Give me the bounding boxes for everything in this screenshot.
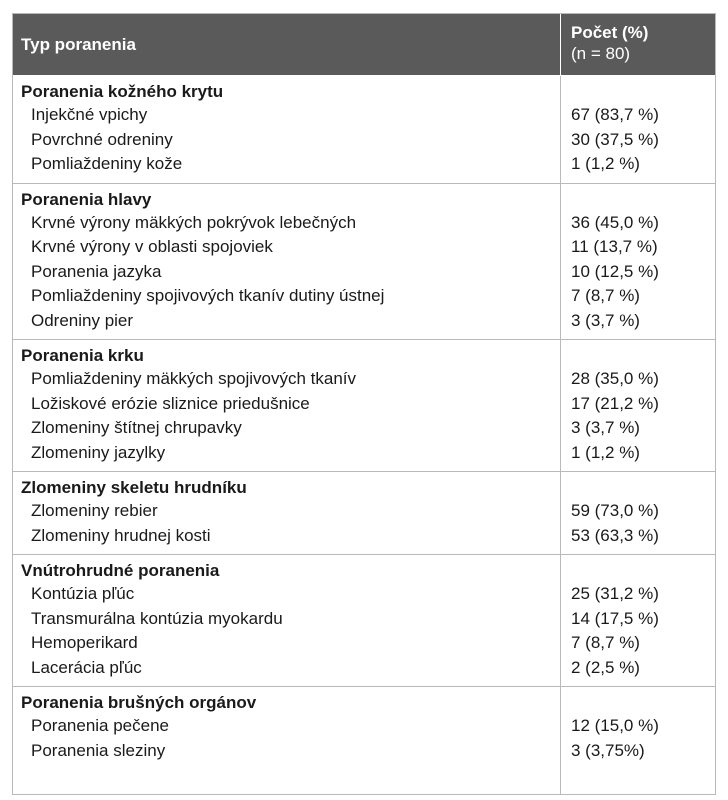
row-value: 7 (8,7 %) xyxy=(571,633,640,652)
section-label-cell xyxy=(13,555,561,686)
row-label: Odreniny pier xyxy=(31,310,134,330)
injury-table xyxy=(12,13,716,795)
row-value: 30 (37,5 %) xyxy=(571,129,659,149)
table-section xyxy=(13,686,715,794)
header-count-label: Počet (%) xyxy=(571,23,649,42)
row-label: Kontúzia pľúc xyxy=(31,584,135,603)
row-value: 1 (1,2 %) xyxy=(571,154,640,173)
table-section xyxy=(13,76,715,183)
section-title: Zlomeniny skeletu hrudníku xyxy=(21,478,247,497)
table-header xyxy=(13,14,715,76)
row-value: 12 (15,0 %) xyxy=(571,716,659,735)
table-section xyxy=(13,471,715,554)
row-label: Poranenia jazyka xyxy=(31,261,162,281)
header-count xyxy=(561,14,715,75)
section-title-spacer xyxy=(571,691,715,714)
row-label: Ložiskové erózie sliznice priedušnice xyxy=(31,393,310,413)
section-title: Poranenia kožného krytu xyxy=(21,82,224,101)
row-value: 7 (8,7 %) xyxy=(571,286,640,305)
row-label: Transmurálna kontúzia myokardu xyxy=(31,608,283,628)
row-value: 53 (63,3 %) xyxy=(571,525,659,545)
section-label-cell xyxy=(13,184,561,340)
row-value: 2 (2,5 %) xyxy=(571,657,640,677)
row-value: 3 (3,7 %) xyxy=(571,310,640,330)
row-value: 36 (45,0 %) xyxy=(571,212,659,232)
header-count-n: (n = 80) xyxy=(571,44,631,63)
row-value: 3 (3,75%) xyxy=(571,740,645,760)
table-section xyxy=(13,183,715,340)
row-label: Krvné výrony mäkkých pokrývok lebečných xyxy=(31,212,357,232)
section-title-spacer xyxy=(571,559,715,582)
row-value: 10 (12,5 %) xyxy=(571,261,659,281)
row-value: 28 (35,0 %) xyxy=(571,369,659,388)
row-label: Povrchné odreniny xyxy=(31,129,173,149)
row-value: 11 (13,7 %) xyxy=(571,237,658,256)
section-value-cell xyxy=(561,687,715,794)
section-label-cell xyxy=(13,472,561,554)
section-title: Poranenia brušných orgánov xyxy=(21,693,257,712)
table-body xyxy=(13,76,715,794)
section-value-cell xyxy=(561,472,715,554)
section-title-spacer xyxy=(571,80,715,103)
row-label: Krvné výrony v oblasti spojoviek xyxy=(31,237,273,256)
row-label: Lacerácia pľúc xyxy=(31,657,142,677)
section-value-cell xyxy=(561,76,715,183)
row-label: Pomliaždeniny spojivových tkanív dutiny ústnej xyxy=(31,286,385,305)
section-title: Poranenia krku xyxy=(21,346,144,365)
header-injury-type: Typ poranenia xyxy=(13,14,561,75)
row-label: Poranenia sleziny xyxy=(31,740,166,760)
row-value: 14 (17,5 %) xyxy=(571,608,659,628)
row-value: 3 (3,7 %) xyxy=(571,418,640,437)
row-label: Zlomeniny jazylky xyxy=(31,442,166,462)
section-value-cell xyxy=(561,340,715,471)
section-title: Vnútrohrudné poranenia xyxy=(21,561,220,580)
row-value: 59 (73,0 %) xyxy=(571,501,659,520)
row-value: 1 (1,2 %) xyxy=(571,442,640,462)
row-value: 25 (31,2 %) xyxy=(571,584,659,603)
row-label: Poranenia pečene xyxy=(31,716,170,735)
section-title-spacer xyxy=(571,188,715,211)
section-label-cell xyxy=(13,687,561,794)
row-label: Zlomeniny rebier xyxy=(31,501,158,520)
table-section xyxy=(13,554,715,686)
row-label: Hemoperikard xyxy=(31,633,138,652)
row-value: 67 (83,7 %) xyxy=(571,105,659,124)
section-title: Poranenia hlavy xyxy=(21,189,152,209)
row-label: Zlomeniny hrudnej kosti xyxy=(31,525,211,545)
row-label: Zlomeniny štítnej chrupavky xyxy=(31,418,242,437)
row-label: Injekčné vpichy xyxy=(31,105,148,124)
section-label-cell xyxy=(13,76,561,183)
row-value: 17 (21,2 %) xyxy=(571,393,659,413)
section-title-spacer xyxy=(571,476,715,499)
row-label: Pomliaždeniny kože xyxy=(31,154,183,173)
section-label-cell xyxy=(13,340,561,471)
section-title-spacer xyxy=(571,344,715,367)
section-value-cell xyxy=(561,555,715,686)
table-section xyxy=(13,339,715,471)
section-value-cell xyxy=(561,184,715,340)
row-label: Pomliaždeniny mäkkých spojivových tkanív xyxy=(31,369,357,388)
